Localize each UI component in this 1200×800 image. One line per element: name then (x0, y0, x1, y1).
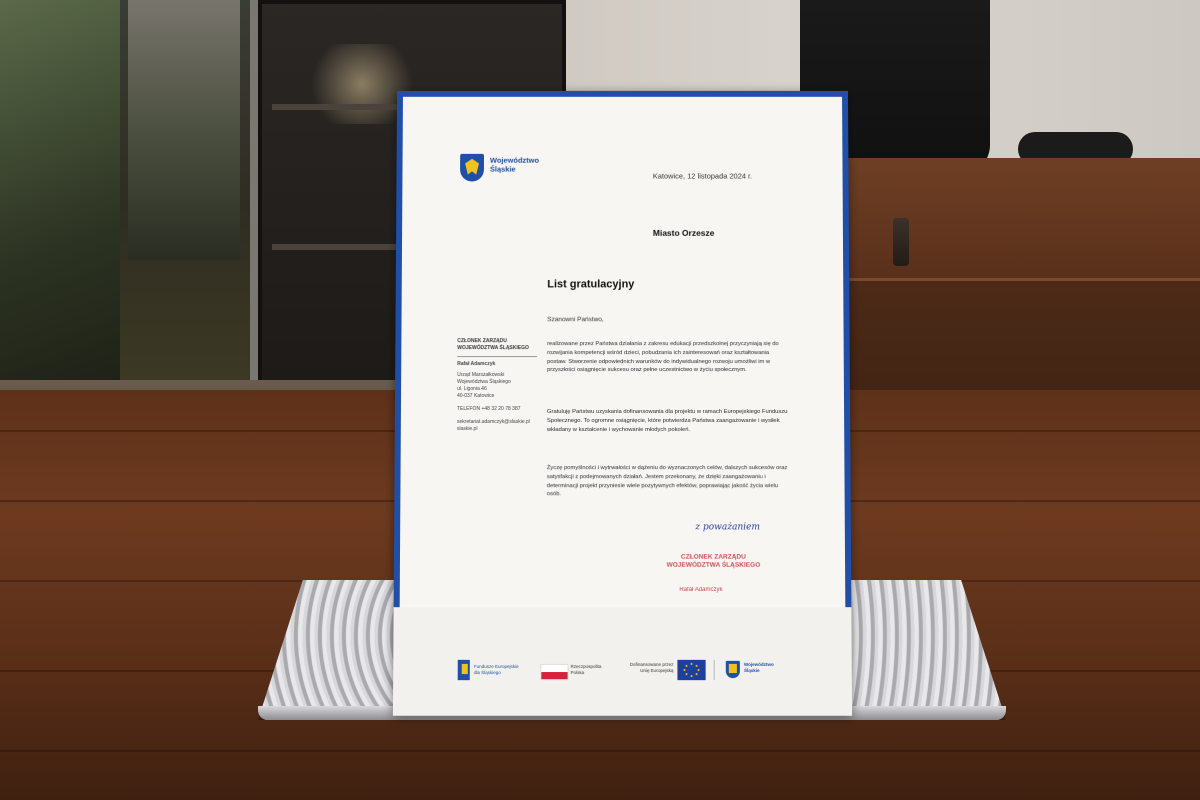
sender-address-line: 40-037 Katowice (457, 393, 495, 400)
poland-flag-icon (540, 664, 568, 680)
european-funds-icon (458, 660, 470, 680)
sender-phone: TELEFON +48 32 20 78 387 (456, 405, 521, 412)
sender-address-line: ul. Ligonia 46 (457, 386, 487, 393)
sender-website: slaskie.pl (456, 426, 478, 433)
sender-sidebar (457, 338, 537, 433)
eu-funding-label (617, 662, 673, 674)
sender-name: Rafał Adamczyk (457, 361, 496, 368)
footer-line: Województwo (743, 661, 774, 667)
funding-logos-footer (458, 660, 791, 682)
footer-line: Rzeczpospolita (570, 663, 602, 669)
footer-line: dla Śląskiego (473, 670, 501, 676)
sender-role (457, 338, 537, 357)
footer-divider (714, 660, 715, 680)
footer-line: Śląskie (743, 667, 760, 674)
eu-flag-icon (677, 660, 705, 680)
european-funds-label (474, 664, 519, 676)
sender-role-line: WOJEWÓDZTWA ŚLĄSKIEGO (457, 345, 529, 352)
sender-address-line: Województwa Śląskiego (457, 379, 511, 386)
letter-date: Katowice, 12 listopada 2024 r. (652, 171, 753, 181)
poland-label (571, 664, 602, 676)
wood-grain (0, 750, 1200, 752)
brand-line: Województwo (489, 155, 540, 165)
letter-paragraph: realizowane przez Państwa działania z zakresu edukacji przedszkolnej przyczyniają się do rozwijania kompetencji wśród dzieci, pobudzania ich zainteresowań oraz kształtowania postaw. Stworzenie odpowiednich warunków do indywidualnego rozwoju umożliwi im w przyszłości osiągnięcie sukcesu oraz pełne uczestnictwo w życiu społecznym. (547, 341, 779, 374)
stamp-line: CZŁONEK ZARZĄDU (680, 553, 746, 561)
window-pane (128, 0, 240, 260)
handwritten-signature: z poważaniem (695, 522, 761, 533)
footer-line: Fundusze Europejskie (473, 663, 519, 669)
letter-title: List gratulacyjny (547, 278, 635, 291)
sender-email: sekretariat.adamczyk@slaskie.pl (456, 419, 530, 426)
letterhead-brand (490, 156, 539, 174)
stamp-signatory: Rafał Adamczyk (679, 586, 723, 594)
footer-brand (744, 662, 774, 674)
letter-greeting: Szanowni Państwo, (547, 316, 604, 324)
letter-addressee: Miasto Orzesze (652, 227, 715, 238)
congratulatory-letter (393, 91, 852, 716)
brand-line: Śląskie (489, 164, 516, 174)
footer-line: Dofinansowane przez (629, 661, 674, 667)
footer-line: Unię Europejską (640, 667, 674, 674)
silesia-crest-icon (460, 154, 484, 182)
footer-line: Polska (570, 670, 585, 676)
official-stamp (653, 554, 774, 570)
sender-role-line: CZŁONEK ZARZĄDU (457, 338, 507, 345)
silesia-crest-small-icon (726, 661, 740, 678)
letter-paragraph: Gratuluję Państwu uzyskania dofinansowania dla projektu w ramach Europejskiego Funduszu Społecznego. To ogromne osiągnięcie, które potwierdza Państwa zaangażowanie i wysiłek wkładany w kształcenie i wychowanie młodych pokoleń. (546, 408, 788, 433)
letter-paragraph: Życzę pomyślności i wytrwałości w dążeniu do wyznaczonych celów, dalszych sukcesów oraz satysfakcji z podejmowanych działań. Jestem przekonany, że dzięki zaangażowaniu i determinacji projekt przyniesie wiele pozytywnych efektów, poprawiając jakość życia wielu osób. (546, 465, 788, 498)
sender-address-line: Urząd Marszałkowski (457, 372, 505, 379)
stamp-line: WOJEWÓDZTWA ŚLĄSKIEGO (666, 561, 761, 569)
window (0, 0, 258, 410)
trophy-figurine (893, 218, 909, 266)
window-pane (0, 0, 120, 400)
